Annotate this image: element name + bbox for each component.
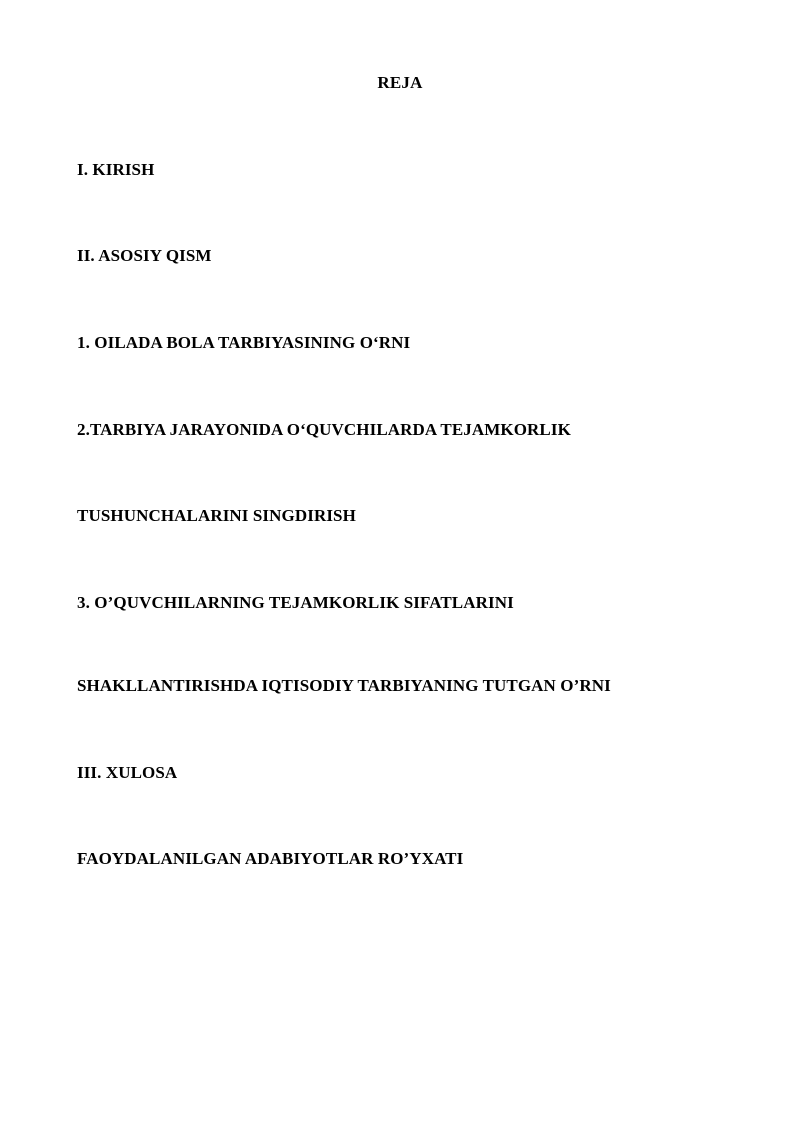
- page-title: REJA: [377, 73, 423, 92]
- plan-item-section-3-line-1: 3. O’QUVCHILARNING TEJAMKORLIK SIFATLARINI: [77, 593, 514, 612]
- plan-item-section-3-line-2: SHAKLLANTIRISHDA IQTISODIY TARBIYANING TUTGAN O’RNI: [77, 676, 611, 695]
- plan-item-section-2-line-2: TUSHUNCHALARINI SINGDIRISH: [77, 506, 356, 525]
- plan-item-conclusion: III. XULOSA: [77, 763, 178, 782]
- plan-item-references: FAOYDALANILGAN ADABIYOTLAR RO’YXATI: [77, 849, 464, 868]
- plan-item-section-2-line-1: 2.TARBIYA JARAYONIDA O‘QUVCHILARDA TEJAMKORLIK: [77, 420, 571, 439]
- plan-item-section-1: 1. OILADA BOLA TARBIYASINING O‘RNI: [77, 333, 411, 352]
- plan-item-introduction: I. KIRISH: [77, 160, 155, 179]
- plan-item-main-part: II. ASOSIY QISM: [77, 246, 212, 265]
